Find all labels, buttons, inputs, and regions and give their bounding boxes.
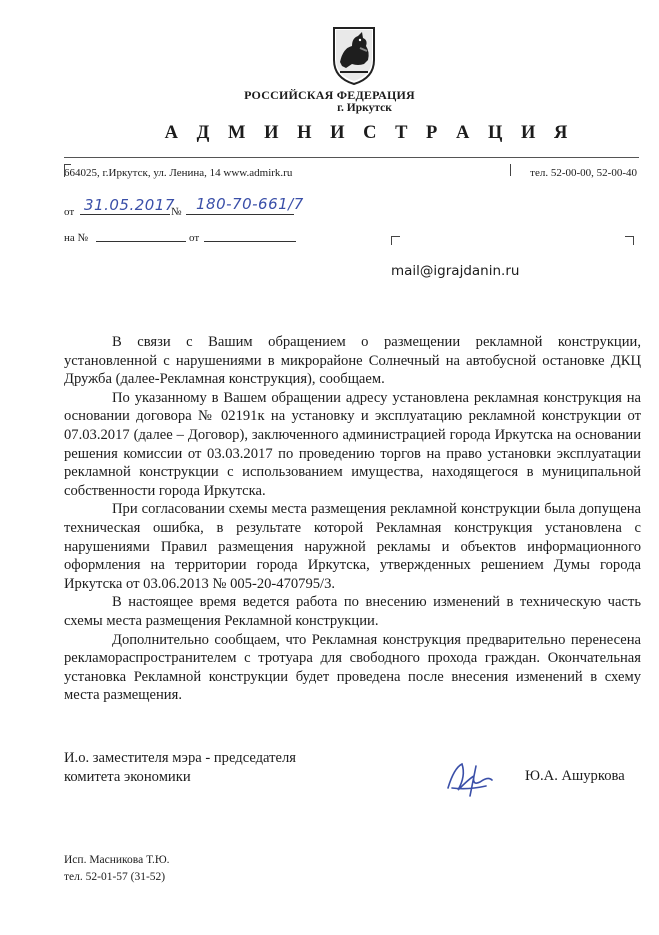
address-bracket-left <box>64 164 71 177</box>
administration-title: А Д М И Н И С Т Р А Ц И Я <box>164 123 575 143</box>
position-line-2: комитета экономики <box>64 768 191 785</box>
of-label: от <box>189 232 200 244</box>
executor-name: Исп. Масникова Т.Ю. <box>64 854 170 866</box>
letter-body <box>64 333 641 705</box>
handwritten-signature <box>440 758 510 800</box>
executor-phone: тел. 52-01-57 (31-52) <box>64 870 166 883</box>
header-divider <box>64 157 639 158</box>
recipient-corner-right <box>625 236 634 245</box>
position-line-1: И.о. заместителя мэра - председателя <box>64 750 297 766</box>
number-label: № <box>171 206 182 218</box>
recipient-corner-left <box>391 236 400 245</box>
city-name: г. Иркутск <box>337 102 392 114</box>
address-bracket-right <box>510 164 517 176</box>
phone-line: тел. 52-00-00, 52-00-40 <box>530 167 637 179</box>
recipient-email: mail@igrajdanin.ru <box>391 263 520 279</box>
body-paragraph: В настоящее время ведется работа по внесению изменений в техническую часть схемы места размещения Рекламной конструкции. <box>64 594 641 629</box>
of-field <box>204 227 296 242</box>
address-line: 664025, г.Иркутск, ул. Ленина, 14 www.admirk.ru <box>64 167 293 179</box>
coat-of-arms-icon <box>330 22 378 86</box>
body-paragraph: В связи с Вашим обращением о размещении рекламной конструкции, установленной с нарушениями в микрорайоне Солнечный на автобусной остановке ДКЦ Дружба (далее-Рекламная конструкция), сообщаем. <box>64 334 641 388</box>
signatory-position <box>64 749 296 786</box>
signatory-name: Ю.А. Ашуркова <box>525 768 625 784</box>
body-paragraph: При согласовании схемы места размещения рекламной конструкции была допущена техническая ошибка, в результате которой Рекламная конструкция установлена с нарушениями Правил размещения наружной рекламы и объектов информационного оформления на территории города Иркутска, утвержденных решением Думы города Иркутска от 03.06.2013 № 005-20-470795/3. <box>64 501 641 592</box>
executor-info <box>64 852 170 885</box>
on-no-label: на № <box>64 232 89 244</box>
body-paragraph: Дополнительно сообщаем, что Рекламная конструкция предварительно перенесена рекламораспространителем с тротуара для свободного прохода граждан. Окончательная установка Рекламной конструкции будет проведена после внесения изменений в схему места размещения. <box>64 631 641 704</box>
country-name: РОССИЙСКАЯ ФЕДЕРАЦИЯ <box>244 88 415 102</box>
body-paragraph: По указанному в Вашем обращении адресу установлена рекламная конструкция на основании договора № 02191к на установку и эксплуатацию рекламной конструкции от 07.03.2017 (далее – Договор), заключенного администрацией города Иркутска на основании решения комиссии от 03.03.2017 по проведению торгов на право установки эксплуатации рекламной конструкции с использованием имущества, находящегося в муниципальной собственности города Иркутска. <box>64 389 641 499</box>
handwritten-date: 31.05.2017 <box>84 196 175 214</box>
on-no-field <box>96 227 186 242</box>
handwritten-number: 180-70-661/7 <box>196 195 304 213</box>
from-label: от <box>64 206 75 218</box>
